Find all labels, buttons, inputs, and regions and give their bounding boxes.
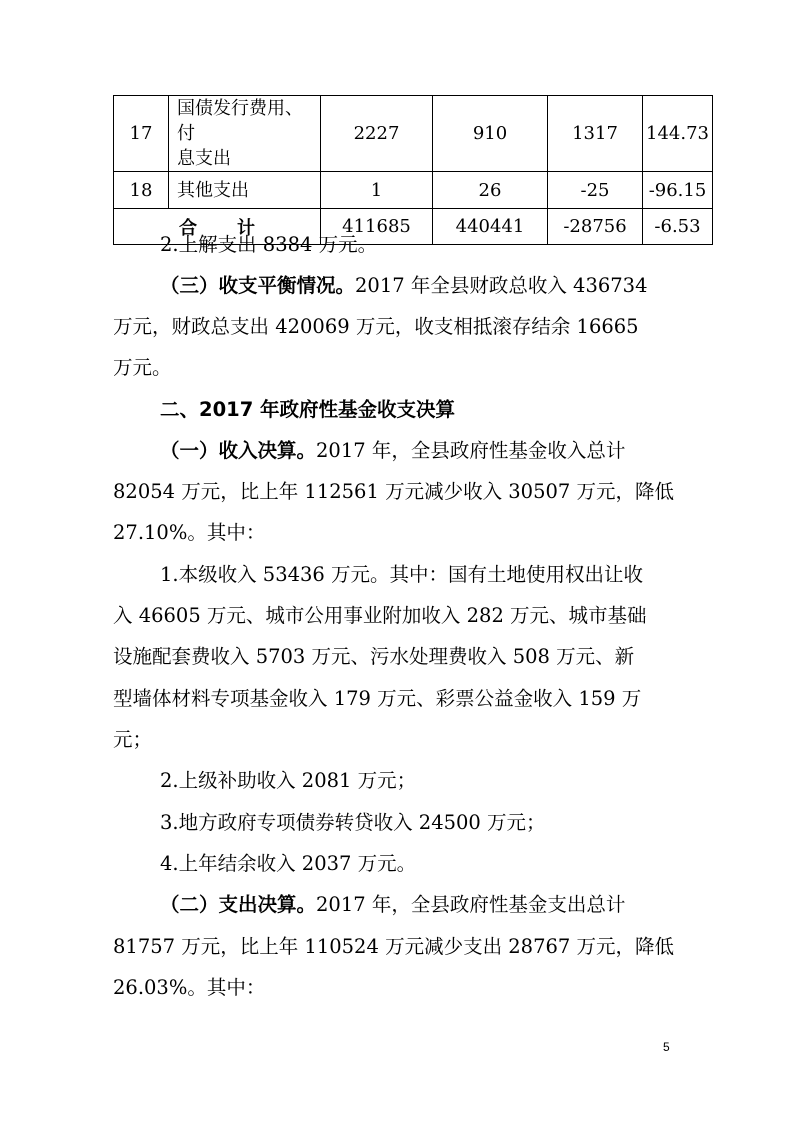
paragraph-line [160,438,693,464]
row-name-line: 国债发行费用、付 [177,98,303,144]
paragraph-line: 26.03%。其中： [113,976,266,999]
section-heading: （二）支出决算。 [160,893,317,916]
total-value: -6.53 [643,209,713,245]
paragraph-line [160,273,693,299]
cell-value: 144.73 [643,96,713,172]
row-name [169,96,321,172]
row-number: 18 [114,172,169,209]
paragraph-line: 81757 万元，比上年 110524 万元减少支出 28767 万元，降低 [113,935,674,958]
cell-value: -25 [548,172,643,209]
section-heading: （三）收支平衡情况。 [160,274,356,297]
cell-value: 910 [433,96,548,172]
page-number: 5 [663,1040,670,1054]
cell-value: 1 [321,172,433,209]
paragraph-line: 3.地方政府专项债券转贷收入 24500 万元； [160,811,546,834]
paragraph-line: 设施配套费收入 5703 万元、污水处理费收入 508 万元、新 [113,645,635,668]
table-row [114,172,713,209]
paragraph-line [160,892,693,918]
total-value: -28756 [548,209,643,245]
cell-value: -96.15 [643,172,713,209]
paragraph-line: 4.上年结余收入 2037 万元。 [160,852,417,875]
paragraph-line: 万元。 [113,356,172,379]
paragraph-line: 元； [113,728,153,751]
row-name: 其他支出 [169,172,321,209]
paragraph-text: 2017 年全县财政总收入 436734 [355,274,648,297]
row-number: 17 [114,96,169,172]
section-title: 二、2017 年政府性基金收支决算 [160,398,456,421]
row-name-line: 息支出 [177,148,231,169]
paragraph-line: 型墙体材料专项基金收入 179 万元、彩票公益金收入 159 万 [113,687,642,710]
total-value: 440441 [433,209,548,245]
paragraph-line: 万元，财政总支出 420069 万元，收支相抵滚存结余 16665 [113,315,639,338]
paragraph-text: 2017 年，全县政府性基金收入总计 [316,439,626,462]
paragraph-line: 27.10%。其中： [113,521,266,544]
paragraph-line: 1.本级收入 53436 万元。其中：国有土地使用权出让收 [160,563,644,586]
paragraph-line: 入 46605 万元、城市公用事业附加收入 282 万元、城市基础 [113,604,647,627]
cell-value: 26 [433,172,548,209]
total-label: 合计 [114,209,321,245]
table-row [114,96,713,172]
cell-value: 2227 [321,96,433,172]
total-value: 411685 [321,209,433,245]
paragraph-line: 2.上级补助收入 2081 万元； [160,769,417,792]
section-heading: （一）收入决算。 [160,439,317,462]
paragraph-line: 2.上解支出 8384 万元。 [160,233,378,256]
cell-value: 1317 [548,96,643,172]
paragraph-text: 2017 年，全县政府性基金支出总计 [316,893,626,916]
expenditure-table [113,95,713,245]
paragraph-line: 82054 万元，比上年 112561 万元减少收入 30507 万元，降低 [113,480,674,503]
